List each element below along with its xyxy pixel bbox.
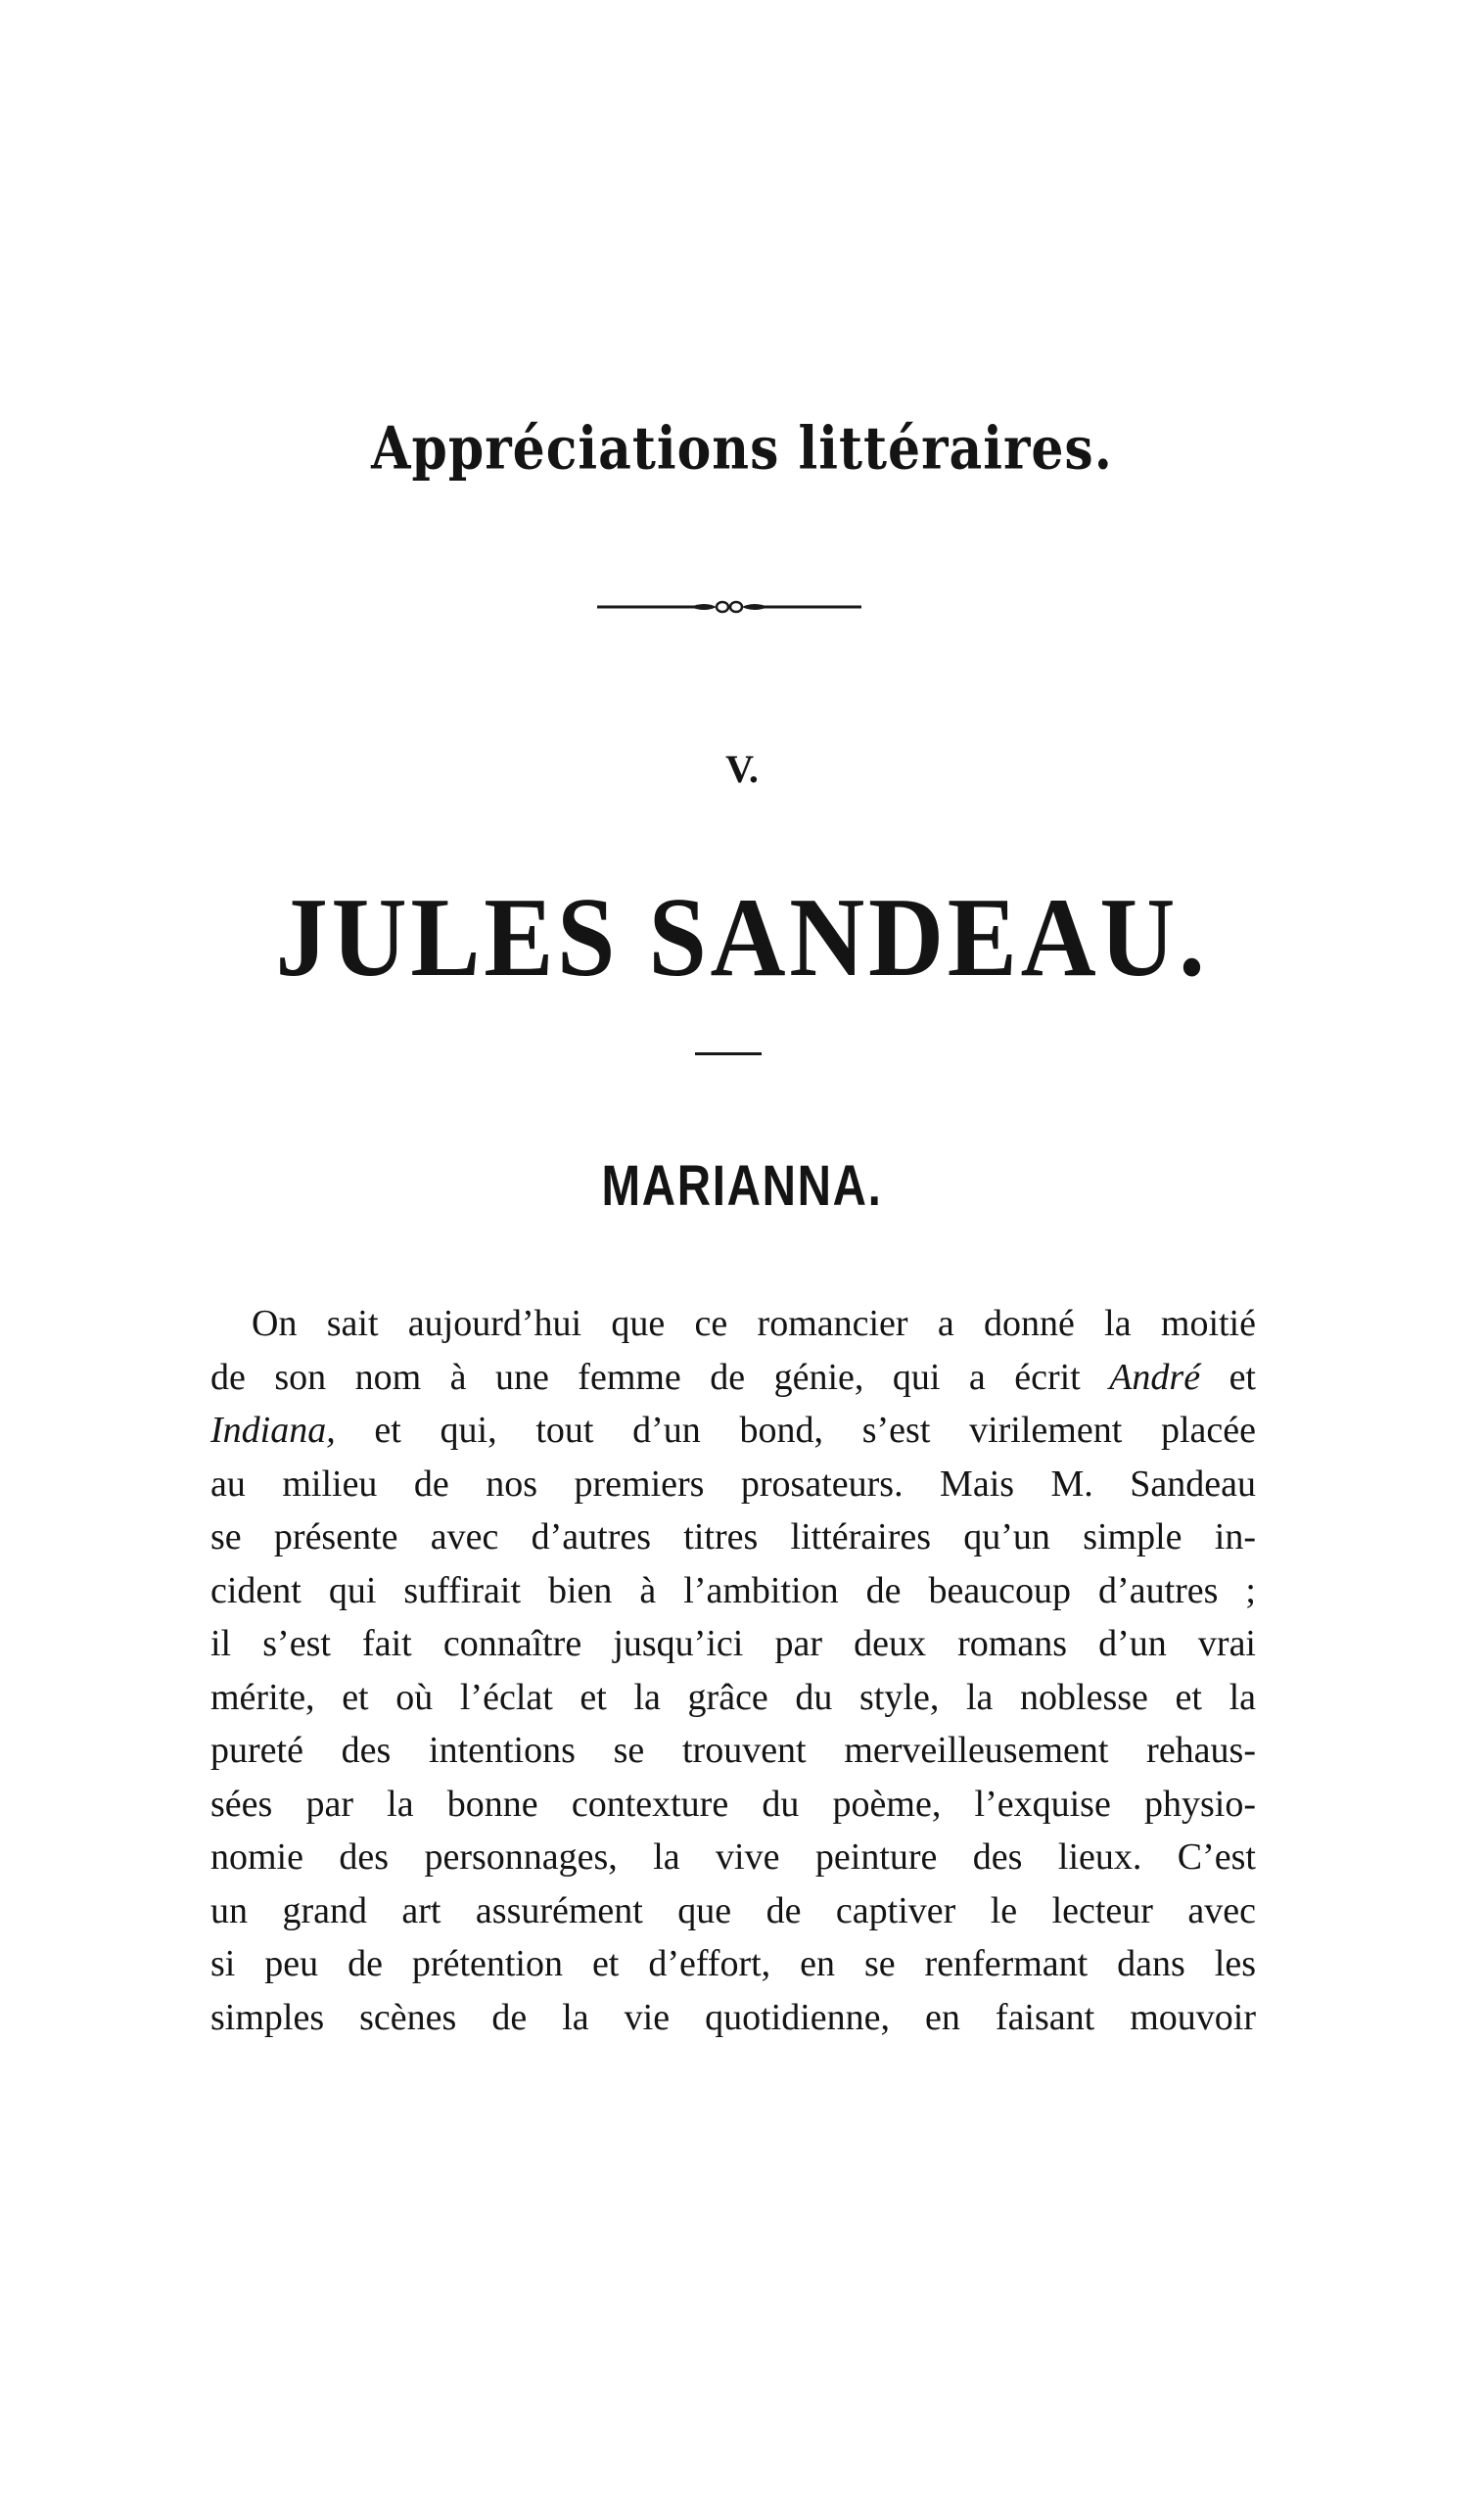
text-line <box>210 1510 1256 1564</box>
text-line <box>210 1724 1256 1778</box>
text-line <box>210 1351 1256 1405</box>
text-segment: et qui, tout d’un bond, s’est virilement placée <box>335 1410 1256 1451</box>
text-segment: si peu de prétention et d’effort, en se renfermant dans les <box>210 1943 1256 1984</box>
section-number: V. <box>725 747 759 791</box>
text-line <box>210 1404 1256 1458</box>
short-rule <box>695 1052 762 1055</box>
text-line <box>210 1671 1256 1725</box>
text-segment: On sait aujourd’hui que ce romancier a donné la moitié <box>252 1303 1256 1344</box>
running-head: Appréciations littéraires. <box>371 414 1113 484</box>
subheading: MARIANNA. <box>601 1154 883 1218</box>
text-line <box>210 1564 1256 1618</box>
text-segment: cident qui suffirait bien à l’ambition de beaucoup d’autres ; <box>210 1569 1256 1611</box>
text-segment: il s’est fait connaître jusqu’ici par deux romans d’un vrai <box>210 1623 1256 1664</box>
text-line <box>210 1458 1256 1511</box>
italic-title: André <box>1109 1356 1201 1398</box>
text-line <box>210 1991 1256 2045</box>
text-segment: pureté des intentions se trouvent merveilleusement rehaus- <box>210 1730 1256 1771</box>
text-segment: simples scènes de la vie quotidienne, en faisant mouvoir <box>210 1996 1256 2038</box>
text-line <box>210 1937 1256 1991</box>
text-segment: nomie des personnages, la vive peinture des lieux. C’est <box>210 1836 1256 1878</box>
text-line <box>210 1297 1256 1351</box>
text-segment: se présente avec d’autres titres littéraires qu’un simple in- <box>210 1516 1256 1557</box>
chapter-title: JULES SANDEAU. <box>275 875 1209 1000</box>
text-segment: au milieu de nos premiers prosateurs. Mais M. Sandeau <box>210 1463 1256 1505</box>
text-line <box>210 1617 1256 1671</box>
text-line <box>210 1831 1256 1884</box>
text-segment: et <box>1200 1356 1256 1398</box>
ornamental-divider <box>597 595 861 619</box>
text-segment: de son nom à une femme de génie, qui a écrit <box>210 1356 1110 1398</box>
text-segment: mérite, et où l’éclat et la grâce du style, la noblesse et la <box>210 1676 1256 1718</box>
text-segment: sées par la bonne contexture du poème, l’exquise physio- <box>210 1783 1256 1825</box>
text-segment: un grand art assurément que de captiver le lecteur avec <box>210 1889 1256 1931</box>
body-paragraph <box>210 1297 1256 2044</box>
text-line <box>210 1884 1256 1938</box>
italic-title: Indiana, <box>210 1410 336 1451</box>
text-line <box>210 1778 1256 1832</box>
